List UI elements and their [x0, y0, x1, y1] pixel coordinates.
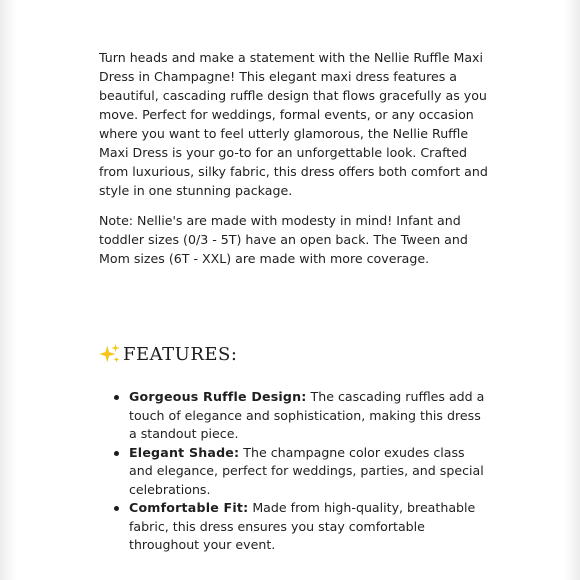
features-heading-text: FEATURES: — [123, 343, 238, 365]
feature-text: The champagne color exudes class and elegance, perfect for weddings, parties, and special celebrations. — [129, 444, 484, 497]
feature-text: Made from high-quality, breathable fabric, this dress ensures you stay comfortable throughout your event. — [129, 500, 476, 552]
product-description — [99, 48, 489, 268]
feature-title: Gorgeous Ruffle Design: — [129, 389, 307, 404]
right-edge-shadow — [564, 0, 580, 580]
list-item — [112, 499, 492, 555]
list-item — [112, 388, 492, 444]
feature-text: The cascading ruffles add a touch of elegance and sophistication, making this dress a standout piece. — [129, 389, 485, 441]
features-list — [112, 388, 492, 555]
list-item — [112, 444, 492, 500]
sparkles-icon — [99, 343, 121, 365]
left-edge-shadow — [0, 0, 16, 580]
description-note: Note: Nellie's are made with modesty in mind! Infant and toddler sizes (0/3 - 5T) have an open back. The Tween and Mom sizes (6T - XXL) are made with more coverage. — [99, 213, 468, 266]
feature-title: Elegant Shade: — [129, 444, 240, 460]
description-intro: Turn heads and make a statement with the Nellie Ruffle Maxi Dress in Champagne! This elegant maxi dress features a beautiful, cascading ruffle design that flows gracefully as you move. Perfect for weddings, formal events, or any occasion where you want to feel utterly glamorous, the Nellie Ruffle Maxi Dress is your go-to for an unforgettable look. Crafted from luxurious, silky fabric, this dress offers both comfort and style in one stunning package. — [99, 50, 488, 198]
features-heading — [99, 343, 237, 365]
feature-title: Comfortable Fit: — [129, 500, 249, 515]
